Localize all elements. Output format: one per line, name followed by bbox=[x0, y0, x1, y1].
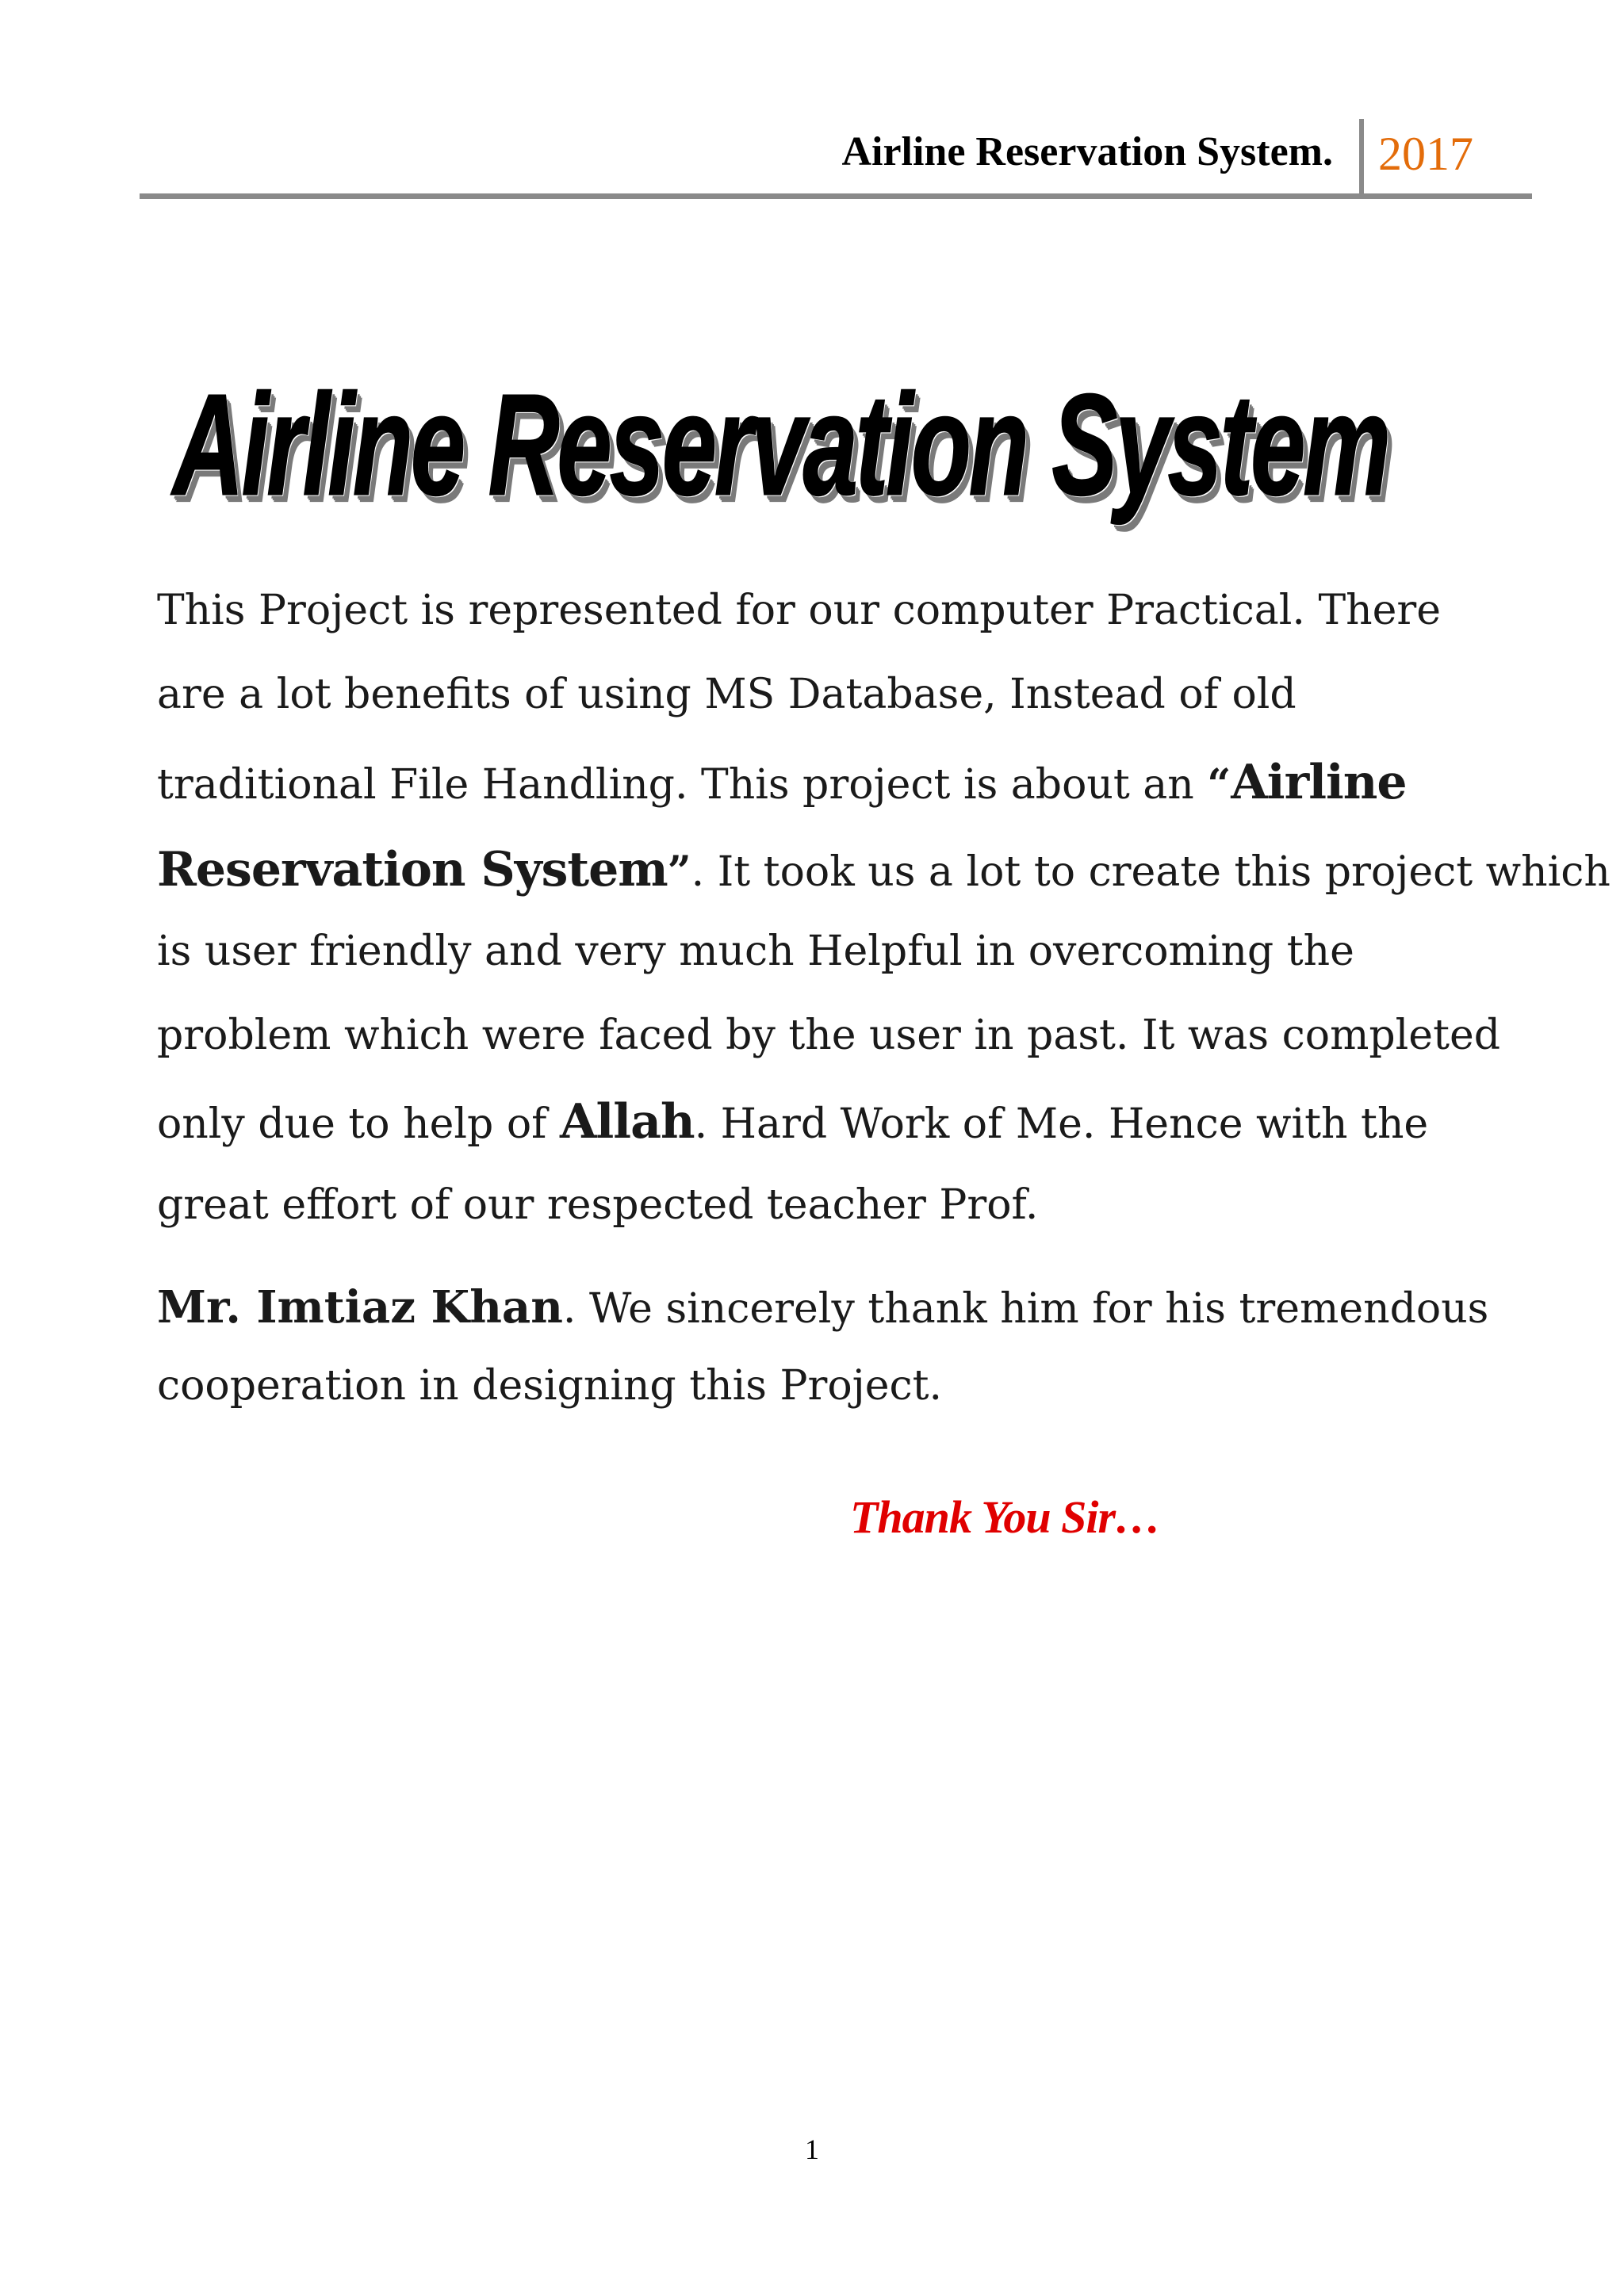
body-line-7 bbox=[157, 1094, 1428, 1150]
body-line-7-pre: only due to help of bbox=[157, 1100, 560, 1148]
body-line-2: are a lot benefits of using MS Database, Instead of old bbox=[157, 671, 1297, 718]
body-line-9 bbox=[157, 1281, 1488, 1334]
body-line-3-text: traditional File Handling. This project is about an bbox=[157, 761, 1208, 809]
header-rule bbox=[140, 193, 1532, 199]
wordart-title: Airline Reservation System bbox=[173, 364, 1388, 526]
body-line-9-text: . We sincerely thank him for his tremendous bbox=[562, 1285, 1489, 1333]
body-line-4 bbox=[157, 842, 1611, 897]
page-number: 1 bbox=[805, 2133, 819, 2165]
body-line-3 bbox=[157, 755, 1407, 810]
project-name-part-2: Reservation System bbox=[157, 842, 668, 897]
body-line-6: problem which were faced by the user in past. It was completed bbox=[157, 1012, 1501, 1059]
open-quote: “ bbox=[1207, 760, 1231, 809]
close-quote: ” bbox=[667, 848, 691, 896]
body-line-1: This Project is represented for our computer Practical. There bbox=[157, 587, 1442, 634]
header-title: Airline Reservation System. bbox=[841, 129, 1333, 174]
body-line-10: cooperation in designing this Project. bbox=[157, 1362, 943, 1410]
page-header bbox=[140, 119, 1532, 198]
header-year: 2017 bbox=[1378, 128, 1473, 180]
body-line-8: great effort of our respected teacher Prof. bbox=[157, 1181, 1039, 1229]
allah-word: Allah bbox=[559, 1094, 695, 1150]
thank-you-signoff: Thank You Sir… bbox=[850, 1491, 1161, 1543]
header-divider bbox=[1359, 119, 1364, 195]
project-name-part-1: Airline bbox=[1231, 755, 1407, 810]
body-line-7-post: . Hard Work of Me. Hence with the bbox=[694, 1100, 1429, 1148]
body-line-5: is user friendly and very much Helpful in overcoming the bbox=[157, 928, 1354, 975]
body-line-4-text: . It took us a lot to create this project which bbox=[691, 848, 1611, 896]
teacher-name: Mr. Imtiaz Khan bbox=[157, 1281, 563, 1334]
